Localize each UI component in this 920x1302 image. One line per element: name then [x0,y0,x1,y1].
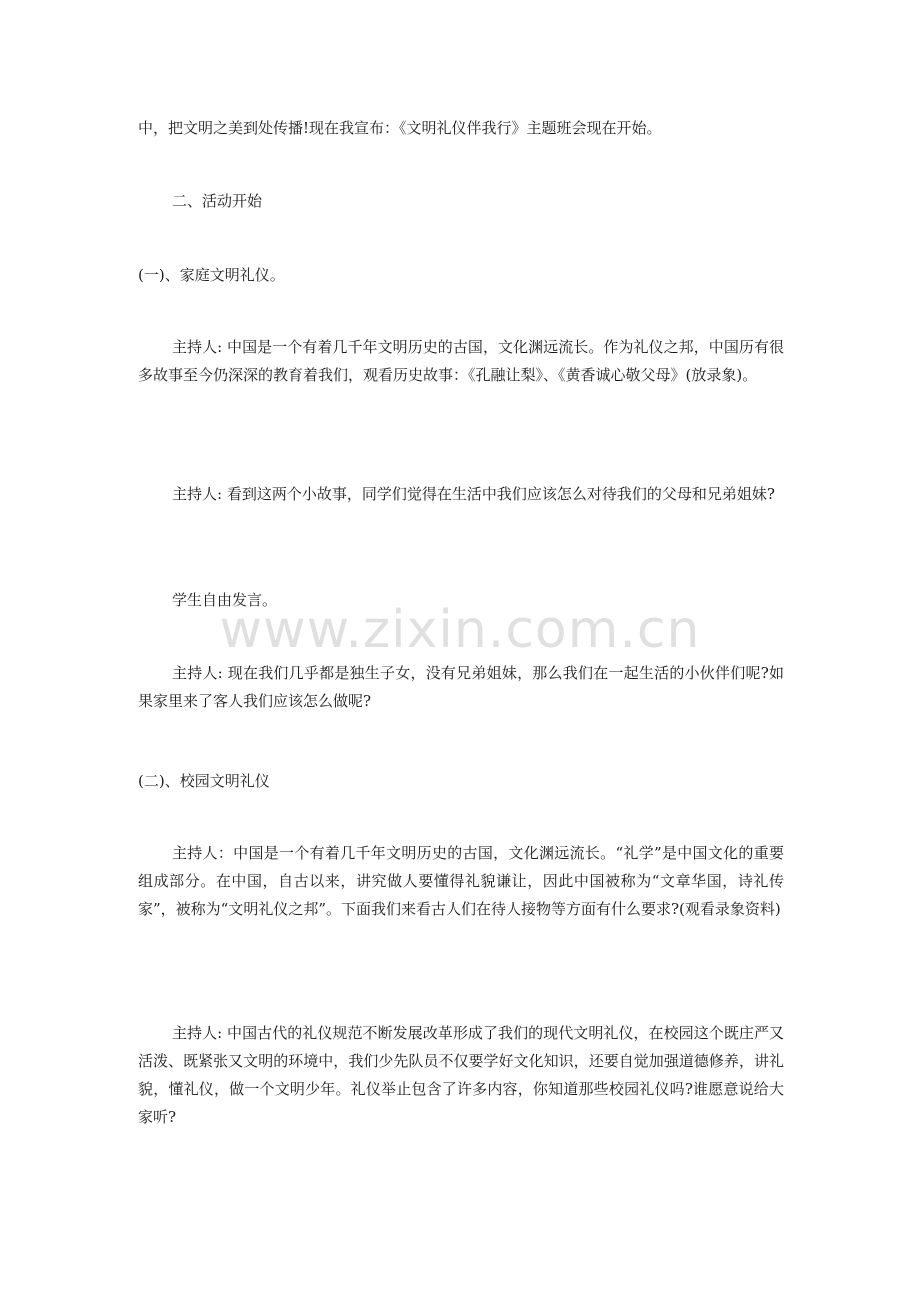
paragraph-students-speak: 学生自由发言。 [172,591,278,609]
paragraph-host-question-guests: 主持人: 现在我们几乎都是独生子女，没有兄弟姐妹，那么我们在一起生活的小伙伴们呢?如果家里来了客人我们应该怎么做呢? [138,664,784,710]
paragraph-host-history-stories: 主持人: 中国是一个有着几千年文明历史的古国，文化渊远流长。作为礼仪之邦，中国历有很多故事至今仍深深的教育着我们，观看历史故事：《孔融让梨》、《黄香诚心敬父母》(放录象)。 [138,338,784,384]
paragraph-host-school-etiquette: 主持人: 中国古代的礼仪规范不断发展改革形成了我们的现代文明礼仪，在校园这个既庄严又活泼、既紧张又文明的环境中，我们少先队员不仅要学好文化知识，还要自觉加强道德修养，讲礼貌，懂礼仪，做一个文明少年。礼仪举止包含了许多内容，你知道那些校园礼仪吗?谁愿意说给大家听? [138,1024,784,1126]
paragraph-intro-end: 中，把文明之美到处传播!现在我宣布：《文明礼仪伴我行》主题班会现在开始。 [138,119,662,137]
subsection-heading-family-etiquette: (一)、家庭文明礼仪。 [138,266,285,284]
subsection-heading-school-etiquette: (二)、校园文明礼仪 [138,772,270,790]
paragraph-host-question-family: 主持人: 看到这两个小故事，同学们觉得在生活中我们应该怎么对待我们的父母和兄弟姐妹? [172,485,775,503]
watermark: www.zixin.com.cn [219,600,701,660]
section-heading-activity-start: 二、活动开始 [172,192,263,210]
paragraph-host-chinese-culture: 主持人：中国是一个有着几千年文明历史的古国，文化渊远流长。“礼学”是中国文化的重要组成部分。在中国，自古以来，讲究做人要懂得礼貌谦让，因此中国被称为“文章华国，诗礼传家”，被称为“文明礼仪之邦”。下面我们来看古人们在待人接物等方面有什么要求?(观看录象资料) [138,844,784,918]
